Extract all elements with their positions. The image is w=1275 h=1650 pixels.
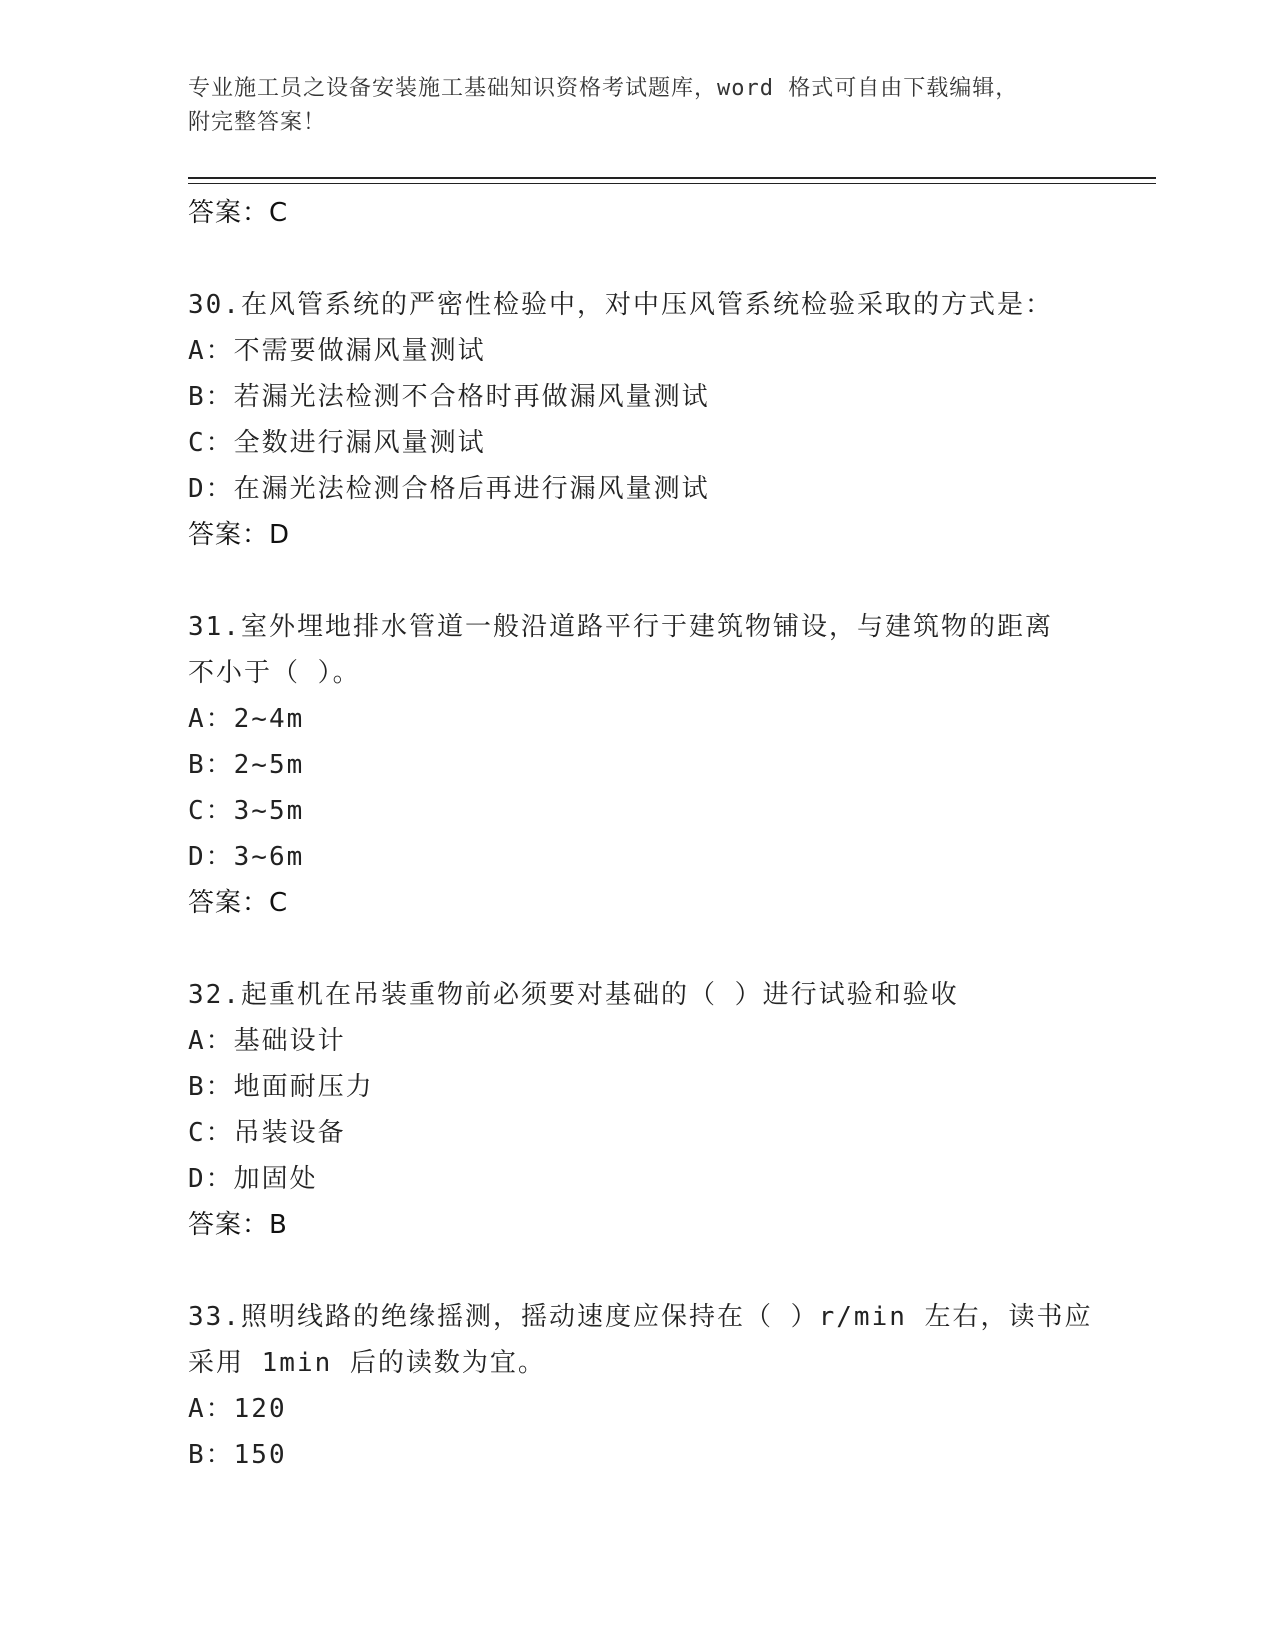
question-item	[188, 604, 1088, 926]
option-b: B：地面耐压力	[188, 1072, 374, 1102]
option-c: C：吊装设备	[188, 1118, 346, 1148]
option-a: A：不需要做漏风量测试	[188, 336, 486, 366]
option-d: D：在漏光法检测合格后再进行漏风量测试	[188, 474, 710, 504]
answer-line: 答案：B	[188, 1210, 288, 1240]
option-d: D：3~6m	[188, 842, 305, 872]
option-d: D：加固处	[188, 1164, 318, 1194]
question-stem: 30.在风管系统的严密性检验中，对中压风管系统检验采取的方式是：	[188, 290, 1053, 320]
option-a: A：2~4m	[188, 704, 305, 734]
question-stem-continued: 采用 1min 后的读数为宜。	[188, 1348, 546, 1378]
question-item	[188, 282, 1088, 558]
header-line-1: 专业施工员之设备安装施工基础知识资格考试题库，word 格式可自由下载编辑，	[188, 76, 1019, 101]
option-b: B：2~5m	[188, 750, 305, 780]
option-a: A：120	[188, 1394, 287, 1424]
document-header	[188, 72, 1088, 140]
question-stem: 31.室外埋地排水管道一般沿道路平行于建筑物铺设，与建筑物的距离	[188, 612, 1053, 642]
spacer	[188, 558, 1088, 604]
answer-line: 答案：C	[188, 888, 289, 918]
spacer	[188, 926, 1088, 972]
option-b: B：150	[188, 1440, 287, 1470]
header-line-2: 附完整答案！	[188, 110, 327, 135]
header-divider-thin	[188, 183, 1156, 184]
question-item	[188, 972, 1088, 1248]
question-stem: 32.起重机在吊装重物前必须要对基础的（ ）进行试验和验收	[188, 980, 959, 1010]
option-c: C：全数进行漏风量测试	[188, 428, 486, 458]
question-list	[188, 190, 1093, 1478]
answer-line: 答案：C	[188, 198, 289, 228]
question-item	[188, 1294, 1093, 1478]
spacer	[188, 236, 1088, 282]
option-c: C：3~5m	[188, 796, 305, 826]
question-stem-continued: 不小于（ ）。	[188, 658, 361, 688]
answer-line: 答案：D	[188, 520, 291, 550]
question-stem: 33.照明线路的绝缘摇测，摇动速度应保持在（ ）r/min 左右，读书应	[188, 1302, 1093, 1332]
header-divider-thick	[188, 177, 1156, 179]
option-a: A：基础设计	[188, 1026, 346, 1056]
option-b: B：若漏光法检测不合格时再做漏风量测试	[188, 382, 710, 412]
spacer	[188, 1248, 1088, 1294]
